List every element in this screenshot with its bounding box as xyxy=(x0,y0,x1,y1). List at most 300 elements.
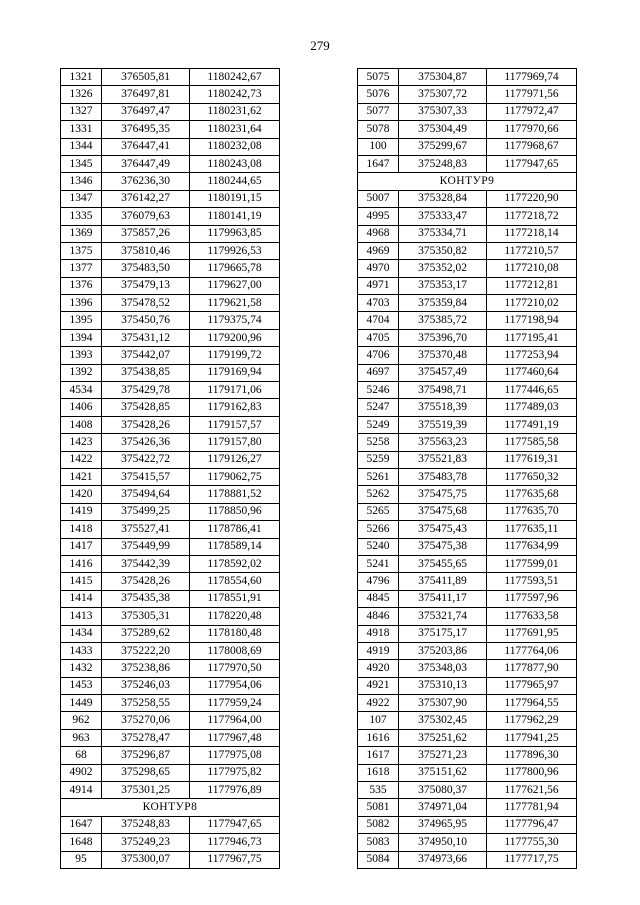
x-coordinate: 376495,35 xyxy=(102,121,190,138)
table-row xyxy=(61,729,280,746)
y-coordinate: 1177967,48 xyxy=(190,729,280,746)
point-number: 1406 xyxy=(61,399,102,416)
point-number: 1419 xyxy=(61,503,102,520)
table-row xyxy=(358,329,577,346)
table-row xyxy=(358,851,577,868)
x-coordinate: 376505,81 xyxy=(102,69,190,86)
point-number: 1414 xyxy=(61,590,102,607)
table-row xyxy=(61,260,280,277)
x-coordinate: 375278,47 xyxy=(102,729,190,746)
y-coordinate: 1179963,85 xyxy=(190,225,280,242)
table-row xyxy=(358,660,577,677)
x-coordinate: 375321,74 xyxy=(399,608,487,625)
y-coordinate: 1177717,75 xyxy=(487,851,577,868)
y-coordinate: 1180231,64 xyxy=(190,121,280,138)
table-row xyxy=(61,225,280,242)
point-number: 535 xyxy=(358,782,399,799)
point-number: 1377 xyxy=(61,260,102,277)
point-number: 1395 xyxy=(61,312,102,329)
point-number: 4968 xyxy=(358,225,399,242)
x-coordinate: 375810,46 xyxy=(102,242,190,259)
point-number: 1647 xyxy=(358,155,399,172)
y-coordinate: 1177976,89 xyxy=(190,782,280,799)
x-coordinate: 375494,64 xyxy=(102,486,190,503)
point-number: 1396 xyxy=(61,295,102,312)
table-row xyxy=(358,642,577,659)
x-coordinate: 375203,86 xyxy=(399,642,487,659)
table-row xyxy=(358,451,577,468)
y-coordinate: 1177965,97 xyxy=(487,677,577,694)
point-number: 4845 xyxy=(358,590,399,607)
x-coordinate: 376497,47 xyxy=(102,103,190,120)
table-row xyxy=(61,138,280,155)
y-coordinate: 1178592,02 xyxy=(190,555,280,572)
table-row xyxy=(358,312,577,329)
x-coordinate: 375246,03 xyxy=(102,677,190,694)
y-coordinate: 1177597,96 xyxy=(487,590,577,607)
table-row xyxy=(61,347,280,364)
contour-title: КОНТУР9 xyxy=(358,173,577,190)
y-coordinate: 1178589,14 xyxy=(190,538,280,555)
table-row xyxy=(358,834,577,851)
point-number: 4971 xyxy=(358,277,399,294)
point-number: 107 xyxy=(358,712,399,729)
y-coordinate: 1177460,64 xyxy=(487,364,577,381)
x-coordinate: 375428,26 xyxy=(102,416,190,433)
table-row xyxy=(358,242,577,259)
x-coordinate: 375457,49 xyxy=(399,364,487,381)
x-coordinate: 375151,62 xyxy=(399,764,487,781)
y-coordinate: 1178850,96 xyxy=(190,503,280,520)
table-row xyxy=(61,69,280,86)
point-number: 1648 xyxy=(61,834,102,851)
table-row xyxy=(61,103,280,120)
table-row xyxy=(61,86,280,103)
point-number: 1432 xyxy=(61,660,102,677)
table-row xyxy=(61,399,280,416)
x-coordinate: 375475,43 xyxy=(399,521,487,538)
x-coordinate: 375270,06 xyxy=(102,712,190,729)
y-coordinate: 1177599,01 xyxy=(487,555,577,572)
y-coordinate: 1179199,72 xyxy=(190,347,280,364)
x-coordinate: 375222,20 xyxy=(102,642,190,659)
table-row xyxy=(61,468,280,485)
y-coordinate: 1177975,08 xyxy=(190,747,280,764)
x-coordinate: 374973,66 xyxy=(399,851,487,868)
x-coordinate: 375435,38 xyxy=(102,590,190,607)
x-coordinate: 375299,67 xyxy=(399,138,487,155)
y-coordinate: 1178008,69 xyxy=(190,642,280,659)
table-row xyxy=(358,295,577,312)
coordinates-table-right xyxy=(357,68,577,869)
point-number: 5084 xyxy=(358,851,399,868)
x-coordinate: 375450,76 xyxy=(102,312,190,329)
x-coordinate: 375475,38 xyxy=(399,538,487,555)
x-coordinate: 376497,81 xyxy=(102,86,190,103)
table-row xyxy=(358,747,577,764)
point-number: 5266 xyxy=(358,521,399,538)
point-number: 1453 xyxy=(61,677,102,694)
point-number: 4902 xyxy=(61,764,102,781)
y-coordinate: 1177619,31 xyxy=(487,451,577,468)
point-number: 1449 xyxy=(61,695,102,712)
x-coordinate: 375429,78 xyxy=(102,382,190,399)
x-coordinate: 375271,23 xyxy=(399,747,487,764)
x-coordinate: 375479,13 xyxy=(102,277,190,294)
table-row xyxy=(358,103,577,120)
point-number: 4704 xyxy=(358,312,399,329)
table-row xyxy=(358,155,577,172)
point-number: 1408 xyxy=(61,416,102,433)
table-row xyxy=(61,816,280,833)
table-row xyxy=(61,486,280,503)
point-number: 5249 xyxy=(358,416,399,433)
point-number: 1423 xyxy=(61,434,102,451)
x-coordinate: 375857,26 xyxy=(102,225,190,242)
point-number: 5082 xyxy=(358,816,399,833)
point-number: 5083 xyxy=(358,834,399,851)
table-row xyxy=(61,538,280,555)
y-coordinate: 1177650,32 xyxy=(487,468,577,485)
point-number: 4970 xyxy=(358,260,399,277)
x-coordinate: 375296,87 xyxy=(102,747,190,764)
table-row xyxy=(61,173,280,190)
x-coordinate: 375304,49 xyxy=(399,121,487,138)
point-number: 1617 xyxy=(358,747,399,764)
page-number: 279 xyxy=(310,38,330,53)
point-number: 963 xyxy=(61,729,102,746)
table-row xyxy=(358,399,577,416)
y-coordinate: 1177964,55 xyxy=(487,695,577,712)
point-number: 1421 xyxy=(61,468,102,485)
point-number: 5259 xyxy=(358,451,399,468)
table-row xyxy=(61,782,280,799)
table-row xyxy=(358,799,577,816)
contour-header-row xyxy=(358,173,577,190)
point-number: 4706 xyxy=(358,347,399,364)
x-coordinate: 375334,71 xyxy=(399,225,487,242)
table-row xyxy=(358,816,577,833)
point-number: 1321 xyxy=(61,69,102,86)
y-coordinate: 1178554,60 xyxy=(190,573,280,590)
point-number: 5076 xyxy=(358,86,399,103)
point-number: 1422 xyxy=(61,451,102,468)
table-row xyxy=(61,555,280,572)
y-coordinate: 1177210,57 xyxy=(487,242,577,259)
x-coordinate: 375300,07 xyxy=(102,851,190,868)
y-coordinate: 1180244,65 xyxy=(190,173,280,190)
x-coordinate: 375518,39 xyxy=(399,399,487,416)
point-number: 5007 xyxy=(358,190,399,207)
point-number: 5241 xyxy=(358,555,399,572)
y-coordinate: 1177969,74 xyxy=(487,69,577,86)
y-coordinate: 1179157,57 xyxy=(190,416,280,433)
x-coordinate: 375248,83 xyxy=(399,155,487,172)
y-coordinate: 1177195,41 xyxy=(487,329,577,346)
x-coordinate: 375563,23 xyxy=(399,434,487,451)
point-number: 5077 xyxy=(358,103,399,120)
x-coordinate: 375333,47 xyxy=(399,208,487,225)
y-coordinate: 1177635,11 xyxy=(487,521,577,538)
y-coordinate: 1180232,08 xyxy=(190,138,280,155)
table-row xyxy=(61,416,280,433)
x-coordinate: 375428,85 xyxy=(102,399,190,416)
table-row xyxy=(61,434,280,451)
point-number: 1375 xyxy=(61,242,102,259)
x-coordinate: 376447,49 xyxy=(102,155,190,172)
table-row xyxy=(61,747,280,764)
x-coordinate: 375499,25 xyxy=(102,503,190,520)
y-coordinate: 1177212,81 xyxy=(487,277,577,294)
y-coordinate: 1177968,67 xyxy=(487,138,577,155)
table-row xyxy=(358,677,577,694)
y-coordinate: 1177896,30 xyxy=(487,747,577,764)
x-coordinate: 375498,71 xyxy=(399,382,487,399)
y-coordinate: 1177964,00 xyxy=(190,712,280,729)
y-coordinate: 1177971,56 xyxy=(487,86,577,103)
table-row xyxy=(358,347,577,364)
y-coordinate: 1180242,67 xyxy=(190,69,280,86)
table-row xyxy=(61,834,280,851)
table-row xyxy=(61,642,280,659)
point-number: 4703 xyxy=(358,295,399,312)
table-row xyxy=(61,295,280,312)
x-coordinate: 375248,83 xyxy=(102,816,190,833)
y-coordinate: 1179665,78 xyxy=(190,260,280,277)
point-number: 1413 xyxy=(61,608,102,625)
x-coordinate: 375348,03 xyxy=(399,660,487,677)
table-row xyxy=(61,121,280,138)
table-row xyxy=(358,782,577,799)
point-number: 4922 xyxy=(358,695,399,712)
y-coordinate: 1179926,53 xyxy=(190,242,280,259)
point-number: 5261 xyxy=(358,468,399,485)
table-row xyxy=(61,382,280,399)
table-row xyxy=(61,573,280,590)
table-row xyxy=(61,625,280,642)
point-number: 5081 xyxy=(358,799,399,816)
y-coordinate: 1177954,06 xyxy=(190,677,280,694)
x-coordinate: 375478,52 xyxy=(102,295,190,312)
y-coordinate: 1177962,29 xyxy=(487,712,577,729)
x-coordinate: 375307,90 xyxy=(399,695,487,712)
y-coordinate: 1178551,91 xyxy=(190,590,280,607)
x-coordinate: 375352,02 xyxy=(399,260,487,277)
point-number: 1344 xyxy=(61,138,102,155)
x-coordinate: 376079,63 xyxy=(102,208,190,225)
contour-title: КОНТУР8 xyxy=(61,799,280,816)
x-coordinate: 375304,87 xyxy=(399,69,487,86)
table-row xyxy=(61,242,280,259)
y-coordinate: 1177621,56 xyxy=(487,782,577,799)
y-coordinate: 1180243,08 xyxy=(190,155,280,172)
y-coordinate: 1178180,48 xyxy=(190,625,280,642)
point-number: 4919 xyxy=(358,642,399,659)
table-row xyxy=(358,521,577,538)
point-number: 100 xyxy=(358,138,399,155)
point-number: 4995 xyxy=(358,208,399,225)
x-coordinate: 375483,50 xyxy=(102,260,190,277)
point-number: 1420 xyxy=(61,486,102,503)
y-coordinate: 1177796,47 xyxy=(487,816,577,833)
y-coordinate: 1177877,90 xyxy=(487,660,577,677)
y-coordinate: 1177947,65 xyxy=(190,816,280,833)
x-coordinate: 375385,72 xyxy=(399,312,487,329)
y-coordinate: 1177218,14 xyxy=(487,225,577,242)
table-row xyxy=(358,208,577,225)
y-coordinate: 1177975,82 xyxy=(190,764,280,781)
x-coordinate: 375301,25 xyxy=(102,782,190,799)
table-row xyxy=(61,364,280,381)
table-row xyxy=(61,608,280,625)
table-row xyxy=(61,677,280,694)
x-coordinate: 376236,30 xyxy=(102,173,190,190)
x-coordinate: 375305,31 xyxy=(102,608,190,625)
x-coordinate: 375411,17 xyxy=(399,590,487,607)
point-number: 5262 xyxy=(358,486,399,503)
point-number: 1331 xyxy=(61,121,102,138)
x-coordinate: 375411,89 xyxy=(399,573,487,590)
table-row xyxy=(358,69,577,86)
y-coordinate: 1177970,50 xyxy=(190,660,280,677)
point-number: 5258 xyxy=(358,434,399,451)
y-coordinate: 1177633,58 xyxy=(487,608,577,625)
y-coordinate: 1177210,02 xyxy=(487,295,577,312)
point-number: 1335 xyxy=(61,208,102,225)
y-coordinate: 1179162,83 xyxy=(190,399,280,416)
x-coordinate: 375080,37 xyxy=(399,782,487,799)
y-coordinate: 1179157,80 xyxy=(190,434,280,451)
point-number: 1418 xyxy=(61,521,102,538)
point-number: 95 xyxy=(61,851,102,868)
y-coordinate: 1177946,73 xyxy=(190,834,280,851)
table-row xyxy=(358,764,577,781)
x-coordinate: 375415,57 xyxy=(102,468,190,485)
table-row xyxy=(61,208,280,225)
x-coordinate: 375307,72 xyxy=(399,86,487,103)
point-number: 1346 xyxy=(61,173,102,190)
table-row xyxy=(358,695,577,712)
x-coordinate: 375483,78 xyxy=(399,468,487,485)
x-coordinate: 375258,55 xyxy=(102,695,190,712)
point-number: 1434 xyxy=(61,625,102,642)
point-number: 1433 xyxy=(61,642,102,659)
x-coordinate: 376447,41 xyxy=(102,138,190,155)
y-coordinate: 1179169,94 xyxy=(190,364,280,381)
table-row xyxy=(358,503,577,520)
y-coordinate: 1177635,70 xyxy=(487,503,577,520)
table-row xyxy=(358,729,577,746)
table-row xyxy=(358,434,577,451)
y-coordinate: 1177959,24 xyxy=(190,695,280,712)
y-coordinate: 1179062,75 xyxy=(190,468,280,485)
point-number: 1394 xyxy=(61,329,102,346)
point-number: 5075 xyxy=(358,69,399,86)
point-number: 4920 xyxy=(358,660,399,677)
table-row xyxy=(358,277,577,294)
table-row xyxy=(358,555,577,572)
table-row xyxy=(61,503,280,520)
point-number: 1369 xyxy=(61,225,102,242)
point-number: 1392 xyxy=(61,364,102,381)
y-coordinate: 1178786,41 xyxy=(190,521,280,538)
table-row xyxy=(61,329,280,346)
x-coordinate: 375431,12 xyxy=(102,329,190,346)
y-coordinate: 1179126,27 xyxy=(190,451,280,468)
y-coordinate: 1177972,47 xyxy=(487,103,577,120)
x-coordinate: 375175,17 xyxy=(399,625,487,642)
point-number: 5247 xyxy=(358,399,399,416)
point-number: 1345 xyxy=(61,155,102,172)
x-coordinate: 375475,75 xyxy=(399,486,487,503)
y-coordinate: 1178881,52 xyxy=(190,486,280,503)
y-coordinate: 1177764,06 xyxy=(487,642,577,659)
y-coordinate: 1179171,06 xyxy=(190,382,280,399)
x-coordinate: 375307,33 xyxy=(399,103,487,120)
table-row xyxy=(61,764,280,781)
x-coordinate: 375289,62 xyxy=(102,625,190,642)
table-row xyxy=(61,190,280,207)
table-row xyxy=(358,138,577,155)
x-coordinate: 375428,26 xyxy=(102,573,190,590)
table-row xyxy=(358,121,577,138)
table-row xyxy=(358,625,577,642)
y-coordinate: 1177210,08 xyxy=(487,260,577,277)
y-coordinate: 1180231,62 xyxy=(190,103,280,120)
table-row xyxy=(61,712,280,729)
y-coordinate: 1178220,48 xyxy=(190,608,280,625)
table-row xyxy=(61,695,280,712)
table-row xyxy=(61,312,280,329)
y-coordinate: 1177253,94 xyxy=(487,347,577,364)
table-row xyxy=(61,590,280,607)
point-number: 4705 xyxy=(358,329,399,346)
y-coordinate: 1180242,73 xyxy=(190,86,280,103)
y-coordinate: 1177198,94 xyxy=(487,312,577,329)
x-coordinate: 375251,62 xyxy=(399,729,487,746)
x-coordinate: 375298,65 xyxy=(102,764,190,781)
y-coordinate: 1177634,99 xyxy=(487,538,577,555)
point-number: 1618 xyxy=(358,764,399,781)
table-row xyxy=(358,382,577,399)
table-row xyxy=(358,225,577,242)
point-number: 1393 xyxy=(61,347,102,364)
y-coordinate: 1177947,65 xyxy=(487,155,577,172)
point-number: 4796 xyxy=(358,573,399,590)
x-coordinate: 375438,85 xyxy=(102,364,190,381)
y-coordinate: 1177967,75 xyxy=(190,851,280,868)
point-number: 4921 xyxy=(358,677,399,694)
point-number: 1326 xyxy=(61,86,102,103)
point-number: 5265 xyxy=(358,503,399,520)
x-coordinate: 374971,04 xyxy=(399,799,487,816)
x-coordinate: 375350,82 xyxy=(399,242,487,259)
point-number: 1416 xyxy=(61,555,102,572)
y-coordinate: 1177218,72 xyxy=(487,208,577,225)
x-coordinate: 375328,84 xyxy=(399,190,487,207)
y-coordinate: 1179621,58 xyxy=(190,295,280,312)
table-row xyxy=(61,155,280,172)
x-coordinate: 375455,65 xyxy=(399,555,487,572)
point-number: 68 xyxy=(61,747,102,764)
point-number: 4697 xyxy=(358,364,399,381)
x-coordinate: 375519,39 xyxy=(399,416,487,433)
y-coordinate: 1177800,96 xyxy=(487,764,577,781)
table-row xyxy=(358,364,577,381)
table-row xyxy=(358,86,577,103)
x-coordinate: 375353,17 xyxy=(399,277,487,294)
table-row xyxy=(61,851,280,868)
